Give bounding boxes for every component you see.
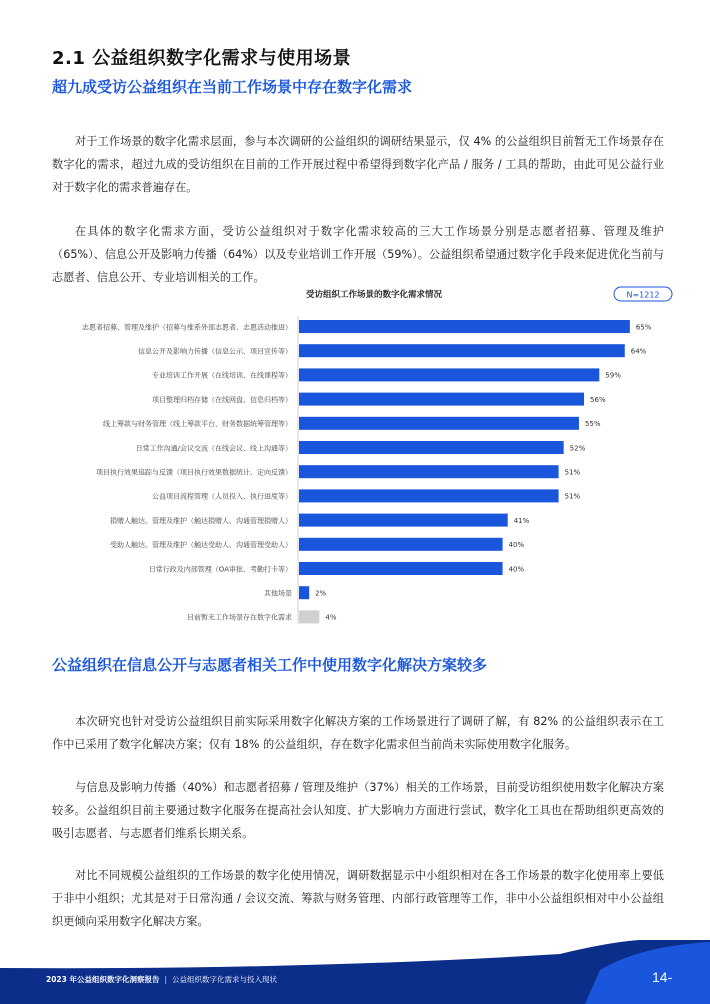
category-label: 日常行政及内部管理（OA审批、考勤打卡等） [148,565,292,574]
value-label: 2% [315,589,327,598]
footer-report-name: 2023 年公益组织数字化洞察报告 [46,975,160,984]
category-label: 项目执行效果追踪与反馈（项目执行效果数据统计、定向反馈） [96,468,292,477]
paragraph-5: 对比不同规模公益组织的工作场景的数字化使用情况，调研数据显示中小组织相对在各工作场景的数字化使用率上要低于非中小组织；尤其是对于日常沟通 / 会议交流、筹款与财务管理、内部行政管理等工作，非中小公益组织相对中小公益组织更倾向采用数字化解决方案。 [52,869,664,928]
chart-marks [82,320,652,623]
value-label: 40% [508,565,525,574]
footer-section-name: 公益组织数字化需求与投入现状 [172,975,278,984]
category-label: 志愿者招募、管理及维护（招募与维系外部志愿者、志愿活动推进） [82,323,292,332]
category-label: 专业培训工作开展（在线培训、在线课程等） [152,371,292,380]
paragraph-3: 本次研究也针对受访公益组织目前实际采用数字化解决方案的工作场景进行了调研了解，有 82% 的公益组织表示在工作中已采用了数字化解决方案；仅有 18% 的公益组织，存在数字化需求但当前尚未实际使用数字化服务。 [52,715,664,751]
sample-size-label: N=1212 [626,290,660,300]
bar [299,489,559,502]
bar [299,586,309,599]
page-number: 14- [652,969,673,985]
bar [299,562,503,575]
value-label: 41% [513,516,530,525]
bar [299,368,599,381]
value-label: 40% [508,541,525,550]
bar [299,441,564,454]
footer-separator: | [164,975,168,984]
category-label: 日常工作沟通/会议交流（在线会议、线上沟通等） [135,444,292,453]
value-label: 52% [569,444,586,453]
value-label: 56% [590,395,606,404]
bar [299,514,508,527]
bar [299,610,319,623]
value-label: 4% [325,613,337,622]
value-label: 55% [584,420,601,429]
value-label: 51% [564,468,581,477]
bar [299,320,630,333]
footer-caption [46,974,277,985]
bar [299,417,579,430]
paragraph-1: 对于工作场景的数字化需求层面，参与本次调研的公益组织的调研结果显示，仅 4% 的公益组织目前暂无工作场景存在数字化的需求，超过九成的受访组织在目前的工作开展过程中希望得到数字化产品 / 服务 / 工具的帮助，由此可见公益行业对于数字化的需求普遍存在。 [52,135,664,194]
footer-band [0,940,710,1004]
chart-title: 受访组织工作场景的数字化需求情况 [305,290,443,300]
category-label: 捐赠人触达、管理及维护（触达捐赠人、沟通管理捐赠人） [110,516,292,525]
bar [299,465,559,478]
paragraph-2: 在具体的数字化需求方面，受访公益组织对于数字化需求较高的三大工作场景分别是志愿者招募、管理及维护（65%）、信息公开及影响力传播（64%）以及专业培训工作开展（59%）。公益组织希望通过数字化手段来促进优化当前与志愿者、信息公开、专业培训相关的工作。 [52,225,664,284]
section-title: 2.1 公益组织数字化需求与使用场景 [52,48,352,69]
bar [299,344,625,357]
category-label: 受助人触达、管理及维护（触达受助人、沟通管理受助人） [110,541,292,550]
value-label: 51% [564,492,581,501]
value-label: 59% [605,371,621,380]
value-label: 64% [630,347,647,356]
category-label: 线上筹款与财务管理（线上筹款平台、财务数据统筹管理等） [103,420,292,429]
category-label: 项目整理归档存储（在线网盘、信息归档等） [152,395,292,404]
bar [299,393,584,406]
bar [299,538,503,551]
value-label: 65% [635,323,652,332]
demand-bar-chart [40,280,680,630]
section-subtitle: 超九成受访公益组织在当前工作场景中存在数字化需求 [52,78,413,96]
section2-title: 公益组织在信息公开与志愿者相关工作中使用数字化解决方案较多 [52,656,488,674]
category-label: 公益项目流程管理（人员投入、执行进度等） [152,492,292,501]
category-label: 其他场景 [264,589,292,598]
category-label: 信息公开及影响力传播（信息公示、项目宣传等） [138,347,292,356]
paragraph-4: 与信息及影响力传播（40%）和志愿者招募 / 管理及维护（37%）相关的工作场景，目前受访组织使用数字化解决方案较多。公益组织目前主要通过数字化服务在提高社会认知度、扩大影响力方面进行尝试，数字化工具也在帮助组织更高效的吸引志愿者、与志愿者们维系长期关系。 [52,781,664,840]
category-label: 目前暂无工作场景存在数字化需求 [187,613,292,622]
